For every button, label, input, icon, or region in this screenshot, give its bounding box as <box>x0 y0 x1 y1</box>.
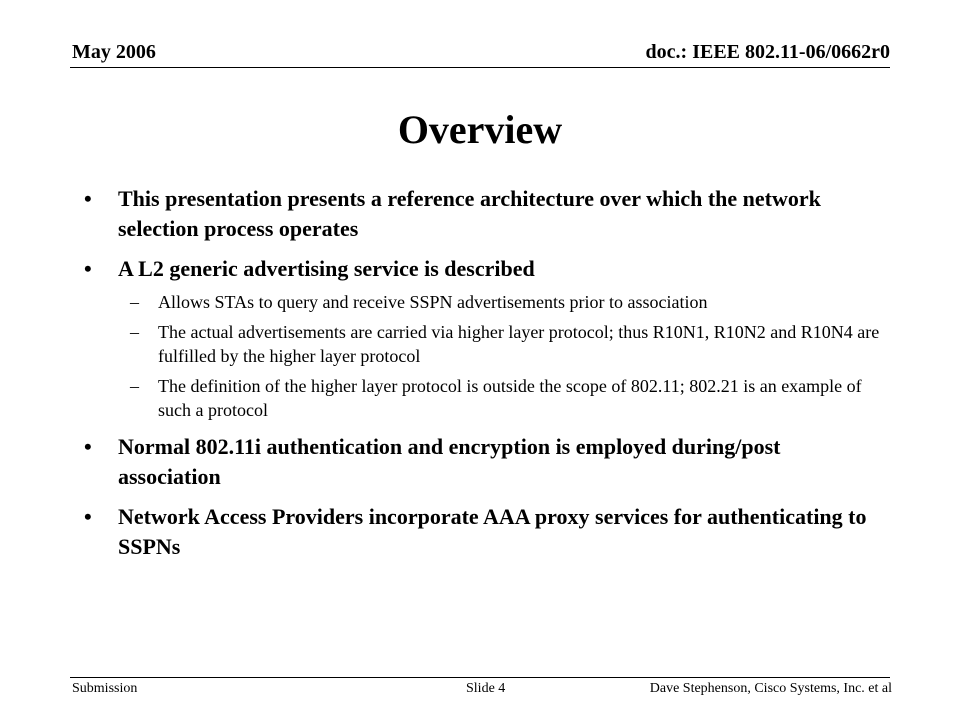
bullet-list <box>84 184 884 572</box>
slide-number: Slide 4 <box>466 681 506 696</box>
bullet-text: Network Access Providers incorporate AAA proxy services for authenticating to SSPNs <box>118 504 867 559</box>
footer-divider <box>70 677 890 678</box>
bullet-marker: • <box>84 504 92 529</box>
bullet-item <box>84 502 884 562</box>
sub-bullet-marker: – <box>130 322 139 342</box>
sub-bullet-item <box>84 374 884 422</box>
sub-bullet-marker: – <box>130 376 139 396</box>
bullet-text: Normal 802.11i authentication and encryption is employed during/post association <box>118 434 781 489</box>
bullet-marker: • <box>84 256 92 281</box>
bullet-item <box>84 432 884 492</box>
sub-bullet-text: The definition of the higher layer protocol is outside the scope of 802.11; 802.21 is an example of such a protocol <box>158 376 862 420</box>
sub-bullet-item <box>84 290 884 314</box>
sub-bullet-marker: – <box>130 292 139 312</box>
footer-author: Dave Stephenson, Cisco Systems, Inc. et al <box>649 681 892 696</box>
bullet-marker: • <box>84 186 92 211</box>
header-divider <box>70 67 890 68</box>
header-date: May 2006 <box>72 41 156 63</box>
sub-bullet-text: The actual advertisements are carried via higher layer protocol; thus R10N1, R10N2 and R10N4 are fulfilled by the higher layer protocol <box>158 322 880 366</box>
document-id: doc.: IEEE 802.11-06/0662r0 <box>645 41 890 63</box>
sub-bullet-text: Allows STAs to query and receive SSPN advertisements prior to association <box>158 292 708 312</box>
footer-submission: Submission <box>72 681 138 696</box>
sub-bullet-item <box>84 320 884 368</box>
bullet-item <box>84 184 884 244</box>
bullet-item <box>84 254 884 284</box>
bullet-marker: • <box>84 434 92 459</box>
bullet-text: A L2 generic advertising service is described <box>118 256 535 281</box>
slide-title: Overview <box>397 107 563 152</box>
bullet-text: This presentation presents a reference architecture over which the network selection process operates <box>118 186 821 241</box>
